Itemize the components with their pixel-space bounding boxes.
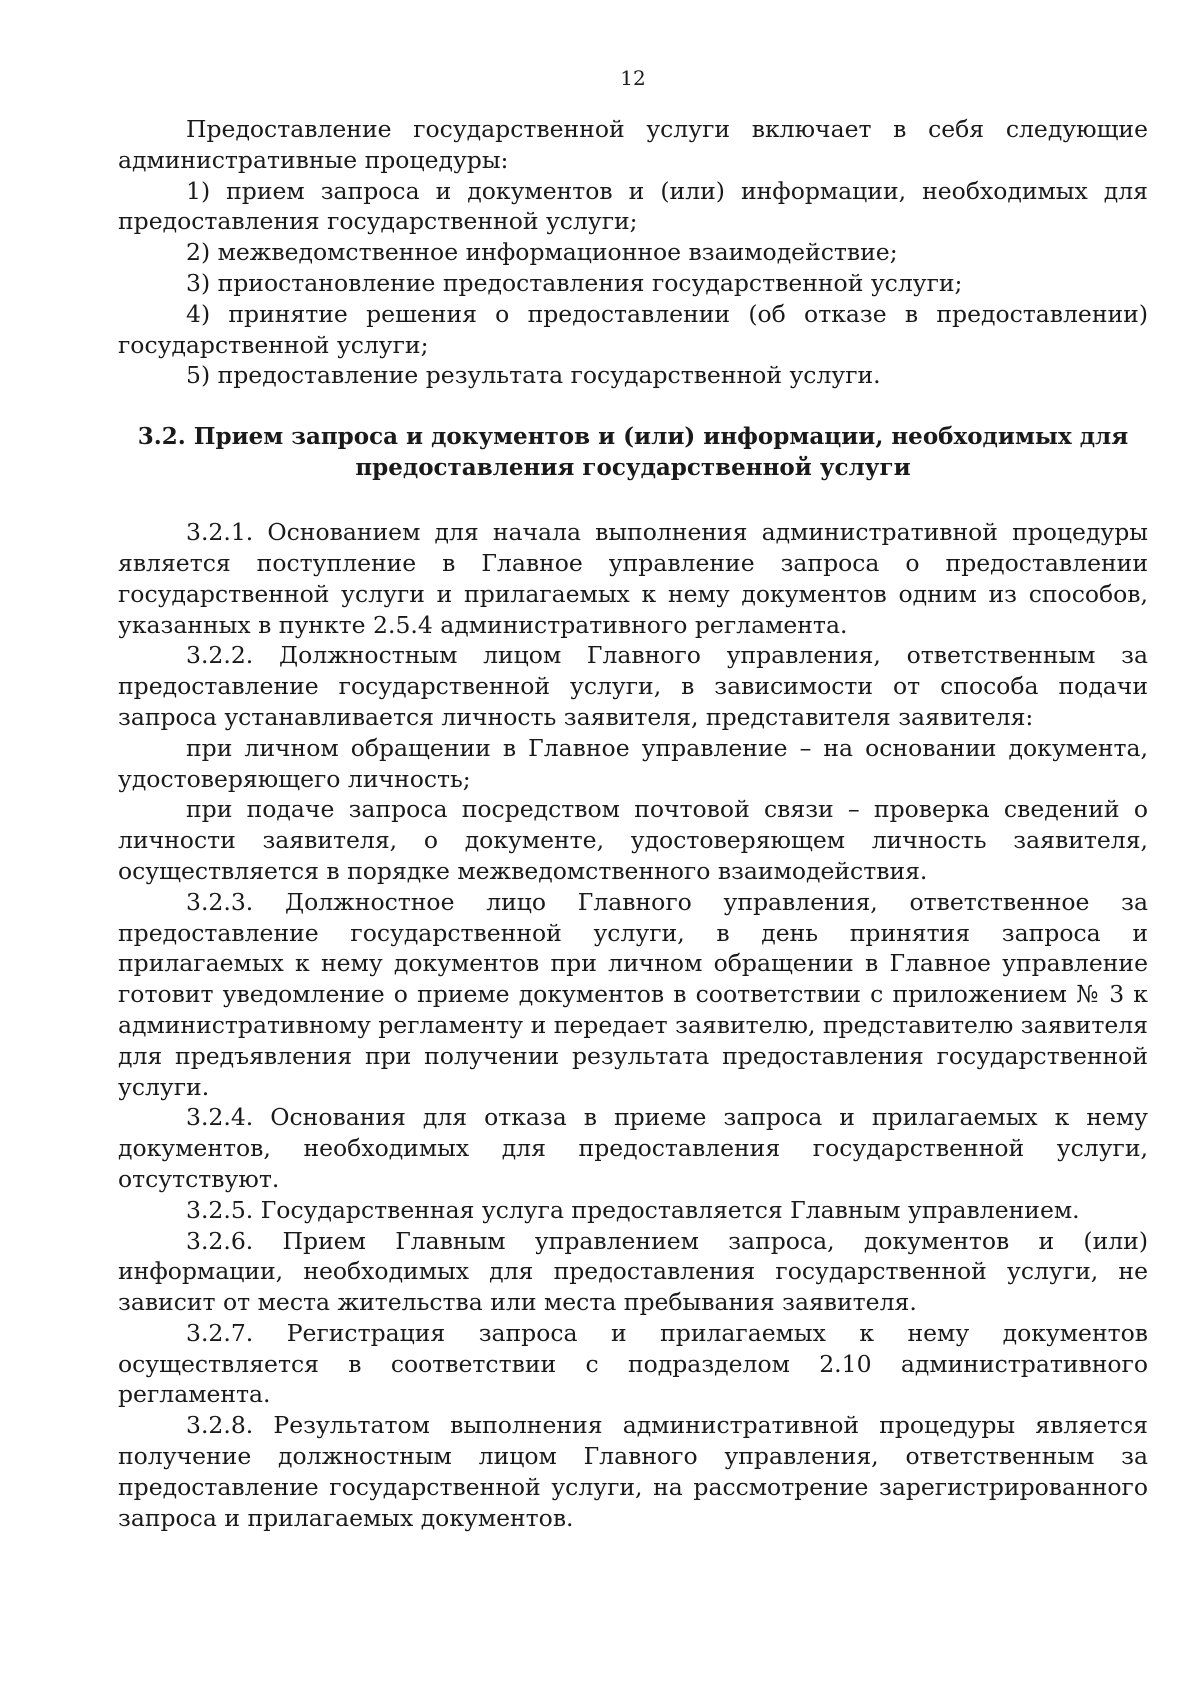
procedure-item-3: 3) приостановление предоставления государственной услуги;: [186, 268, 963, 297]
procedure-item-2: 2) межведомственное информационное взаимодействие;: [186, 238, 898, 267]
procedure-item-5: 5) предоставление результата государственной услуги.: [186, 361, 881, 390]
paragraph-3-2-2: 3.2.2. Должностным лицом Главного управления, ответственным за предоставление государственной услуги, в зависимости от способа подачи запроса устанавливается личность заявителя, представителя заявителя:: [118, 641, 1148, 731]
paragraph-3-2-8: 3.2.8. Результатом выполнения административной процедуры является получение должностным лицом Главного управления, ответственным за предоставление государственной услуги, на рассмотрение зарегистрированного запроса и прилагаемых документов.: [118, 1411, 1148, 1532]
paragraph-personal-visit: при личном обращении в Главное управление – на основании документа, удостоверяющего личность;: [118, 733, 1148, 793]
page-number: 12: [620, 66, 646, 90]
paragraph-3-2-6: 3.2.6. Прием Главным управлением запроса, документов и (или) информации, необходимых для предоставления государственной услуги, не зависит от места жительства или места пребывания заявителя.: [118, 1226, 1148, 1317]
paragraph-3-2-4: 3.2.4. Основания для отказа в приеме запроса и прилагаемых к нему документов, необходимых для предоставления государственной услуги, отсутствуют.: [118, 1103, 1148, 1193]
document-page: [118, 66, 1148, 1533]
paragraph-postal: при подаче запроса посредством почтовой связи – проверка сведений о личности заявителя, о документе, удостоверяющем личность заявителя, осуществляется в порядке межведомственного взаимодействия.: [118, 795, 1148, 885]
paragraph-3-2-1: 3.2.1. Основанием для начала выполнения административной процедуры является поступление в Главное управление запроса о предоставлении государственной услуги и прилагаемых к нему документов одним из способов, указанных в пункте 2.5.4 административного регламента.: [118, 518, 1148, 639]
procedure-item-1: 1) прием запроса и документов и (или) информации, необходимых для предоставления государственной услуги;: [118, 176, 1148, 236]
paragraph-3-2-5: 3.2.5. Государственная услуга предоставляется Главным управлением.: [186, 1195, 1080, 1224]
section-heading: 3.2. Прием запроса и документов и (или) информации, необходимых для предоставления государственной услуги: [137, 423, 1129, 482]
paragraph-3-2-7: 3.2.7. Регистрация запроса и прилагаемых к нему документов осуществляется в соответствии с подразделом 2.10 административного регламента.: [118, 1318, 1148, 1409]
intro-lead: Предоставление государственной услуги включает в себя следующие административные процедуры:: [118, 115, 1148, 174]
paragraph-3-2-3: 3.2.3. Должностное лицо Главного управления, ответственное за предоставление государственной услуги, в день принятия запроса и прилагаемых к нему документов при личном обращении в Главное управление готовит уведомление о приеме документов в соответствии с приложением № 3 к административному регламенту и передает заявителю, представителю заявителя для предъявления при получении результата предоставления государственной услуги.: [118, 887, 1149, 1101]
procedure-item-4: 4) принятие решения о предоставлении (об отказе в предоставлении) государственной услуги;: [118, 299, 1148, 359]
